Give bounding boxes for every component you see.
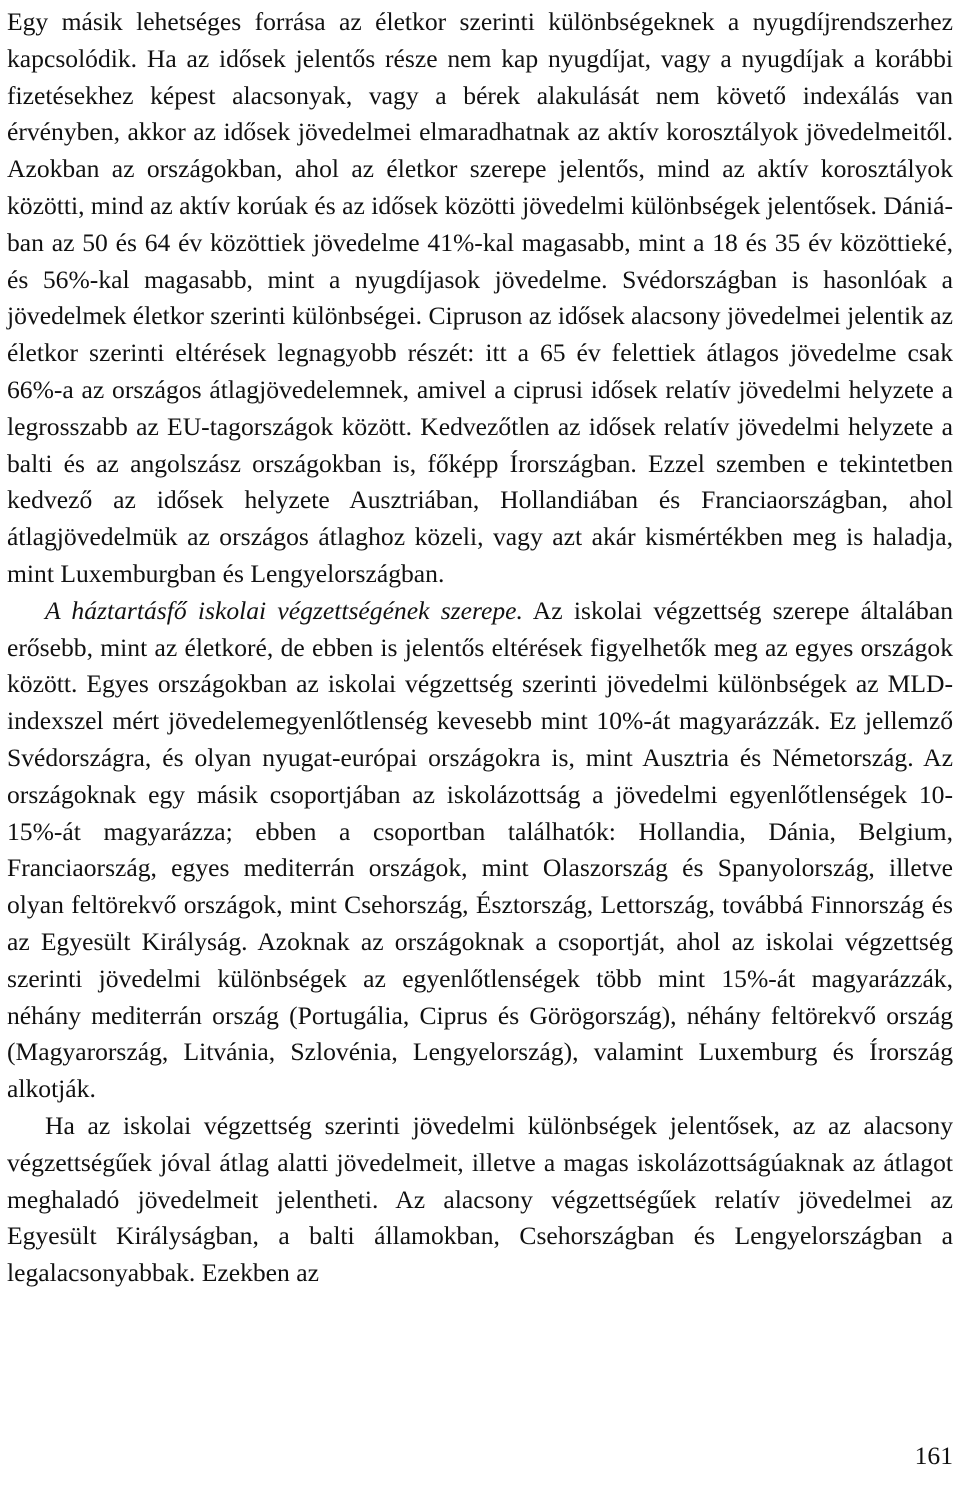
paragraph-age-pension	[7, 4, 953, 593]
paragraph-text: Egy másik lehetséges forrása az életkor szerinti különbségeknek a nyugdíjrendszerhez kapcsolódik. Ha az idősek jelentős része nem kap nyugdíjat, vagy a nyugdíjak a korábbi fizetésekhez képest alacsonyak, vagy a bérek alakulását nem követő indexálás van érvényben, akkor az idősek jövedelmei elmaradhatnak az aktív korosztályok jövedelmeitől. Azokban az országokban, ahol az életkor szerepe jelentős, mind az aktív korosztályok közötti, mind az aktív korúak és az idősek közötti jövedelmi különbségek jelentősek. Dániában az 50 és 64 év közöttiek jövedelme 41%-kal magasabb, mint a 18 és 35 év közöttieké, és 56%-kal magasabb, mint a nyugdíjasok jövedelme. Svédországban is hasonlóak a jövedelmek életkor szerinti különbségei. Cipruson az idősek alacsony jövedelmei jelentik az életkor szerinti eltérések legnagyobb részét: itt a 65 év felettiek átlagos jövedelme csak 66%-a az országos átlagjövedelemnek, amivel a ciprusi idősek relatív jövedelmi helyzete a legrosszabb az EU-tagországok között. Kedvezőtlen az idősek relatív jövedelmi helyzete a balti és az angolszász országokban is, főképp Írországban. Ezzel szemben e tekintetben kedvező az idősek helyzete Ausztriában, Hollandiában és Franciaországban, ahol átlagjövedelmük az országos átlaghoz közeli, vagy azt akár kismértékben meg is haladja, mint Luxemburgban és Lengyelországban.	[7, 7, 953, 588]
document-page	[7, 4, 953, 1292]
paragraph-education	[7, 593, 953, 1108]
paragraph-heading: A háztartásfő iskolai végzettségének szerepe.	[45, 595, 523, 625]
page-number: 161	[914, 1441, 953, 1470]
paragraph-low-education	[7, 1108, 953, 1292]
paragraph-text: Ha az iskolai végzettség szerinti jövedelmi különbségek jelentősek, az az alacsony végzettségűek jóval átlag alatti jövedelmeit, illetve a magas iskolázottságúaknak az átlagot meghaladó jövedelmeit jelentheti. Az alacsony végzettségűek relatív jövedelmei az Egyesült Királyságban, a balti államokban, Csehországban és Lengyelországban a legalacsonyabbak. Ezekben az	[7, 1110, 953, 1288]
paragraph-text: Az iskolai végzettség szerepe általában erősebb, mint az életkoré, de ebben is jelentős eltérések figyelhetők meg az egyes országok között. Egyes országokban az iskolai végzettség szerinti jövedelmi különbségek az MLD-indexszel mért jövedelemegyenlőtlenség kevesebb mint 10%-át magyarázzák. Ez jellemző Svédországra, és olyan nyugat-európai országokra is, mint Ausztria és Németország. Az országoknak egy másik csoportjában az iskolázottság a jövedelmi egyenlőtlenségek 10-15%-át magyarázza; ebben a csoportban találhatók: Hollandia, Dánia, Belgium, Franciaország, egyes mediterrán országok, mint Olaszország és Spanyolország, illetve olyan feltörekvő országok, mint Csehország, Észtország, Lettország, továbbá Finnország és az Egyesült Királyság. Azoknak az országoknak a csoportját, ahol az iskolai végzettség szerinti jövedelmi különbségek az egyenlőtlenségek több mint 15%-át magyarázzák, néhány mediterrán ország (Portugália, Ciprus és Görögország), néhány feltörekvő ország (Magyarország, Litvánia, Szlovénia, Lengyelország), valamint Luxemburg és Írország alkotják.	[7, 595, 953, 1104]
